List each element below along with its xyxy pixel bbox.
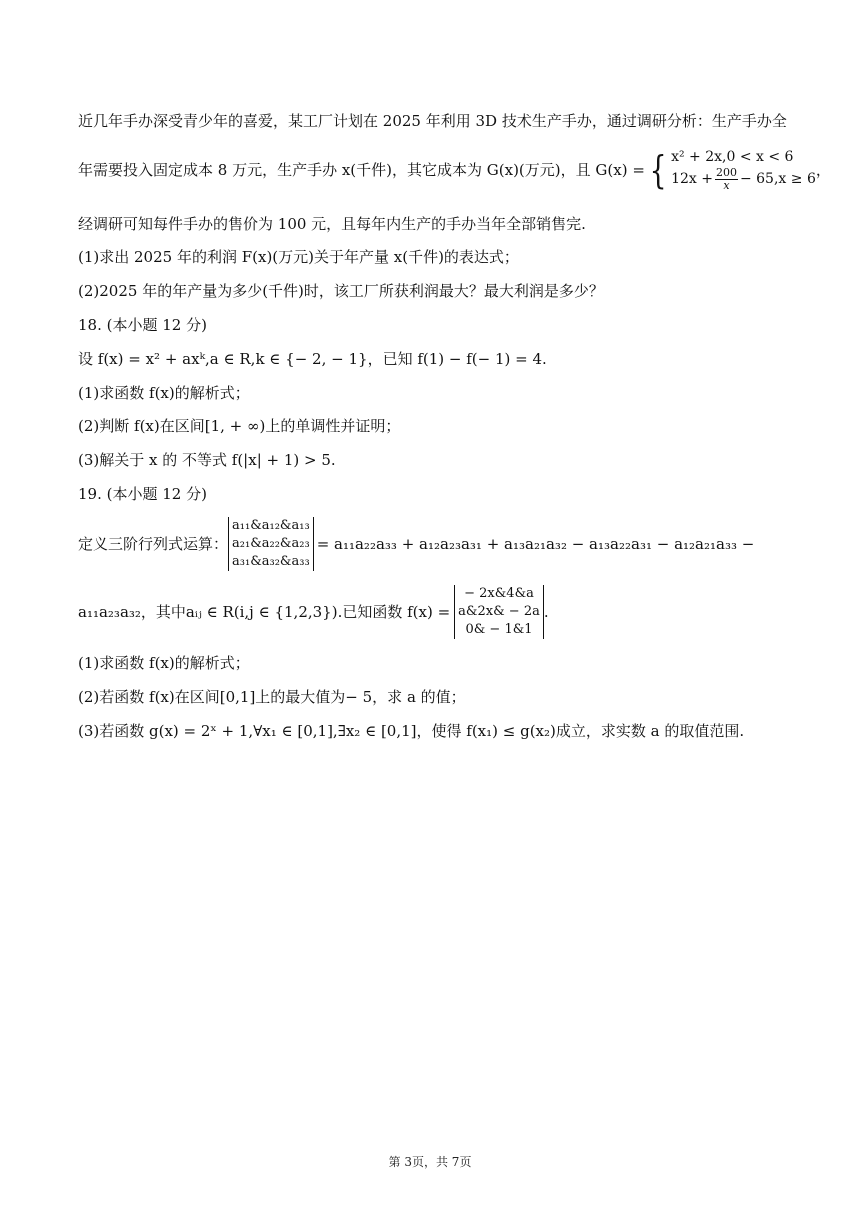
fdet-row-3: 0& − 1&1 — [465, 622, 533, 637]
p18-question-1: (1)求函数 f(x)的解析式； — [78, 384, 250, 402]
piece-case-2-part-b: − 65,x ≥ 6 — [739, 171, 816, 187]
page-footer: 第 3页，共 7页 — [388, 1155, 472, 1169]
p19-function-line — [78, 584, 549, 640]
det-row-1: a₁₁&a₁₂&a₁₃ — [232, 518, 310, 533]
determinant-general — [228, 517, 314, 571]
p19-def-prefix: 定义三阶行列式运算： — [78, 535, 229, 553]
p19-question-3: (3)若函数 g(x) = 2ˣ + 1,∀x₁ ∈ [0,1],∃x₂ ∈ [0,1]，使得 f(x₁) ≤ g(x₂)成立，求实数 a 的取值范围. — [78, 722, 745, 740]
piece-case-1: x² + 2x,0 < x < 6 — [671, 149, 794, 165]
fraction-denominator: x — [723, 179, 730, 192]
determinant-f — [454, 585, 544, 639]
det-row-2: a₂₁&a₂₂&a₂₃ — [232, 536, 310, 551]
fdet-row-2: a&2x& − 2a — [458, 604, 540, 619]
p18-header: 18. (本小题 12 分) — [78, 316, 207, 334]
p19-function-prefix: a₁₁a₂₃a₃₂，其中aᵢⱼ ∈ R(i,j ∈ {1,2,3}).已知函数 f(x) = — [78, 603, 451, 621]
p17-intro-line: 近几年手办深受青少年的喜爱，某工厂计划在 2025 年利用 3D 技术生产手办，通过调研分析：生产手办全 — [78, 112, 787, 130]
p17-sales-line: 经调研可知每件手办的售价为 100 元，且每年内生产的手办当年全部销售完. — [78, 215, 586, 233]
piecewise-end-punct: ， — [815, 161, 831, 179]
piece-case-2 — [671, 167, 816, 192]
fraction-200-over-x — [715, 167, 738, 192]
p19-definition-line — [78, 516, 754, 572]
piecewise-brace: { — [649, 148, 667, 192]
p17-question-1: (1)求出 2025 年的利润 F(x)(万元)关于年产量 x(千件)的表达式； — [78, 248, 519, 266]
p17-cost-text: 年需要投入固定成本 8 万元，生产手办 x(千件)，其它成本为 G(x)(万元)，且 G(x) = — [78, 161, 645, 179]
fdet-row-1: − 2x&4&a — [464, 586, 534, 601]
piece-case-2-part-a: 12x + — [671, 171, 713, 187]
p18-stem: 设 f(x) = x² + axᵏ,a ∈ R,k ∈ {− 2, − 1}，已知 f(1) − f(− 1) = 4. — [78, 350, 547, 368]
p19-function-suffix: . — [543, 603, 549, 621]
det-row-3: a₃₁&a₃₂&a₃₃ — [232, 554, 310, 569]
piecewise-cases — [671, 148, 816, 192]
p17-cost-line — [78, 148, 831, 192]
p18-question-2: (2)判断 f(x)在区间[1, + ∞)上的单调性并证明； — [78, 417, 401, 435]
p18-question-3: (3)解关于 x 的 不等式 f(|x| + 1) > 5. — [78, 451, 336, 469]
p19-question-1: (1)求函数 f(x)的解析式； — [78, 654, 250, 672]
p17-question-2: (2)2025 年的年产量为多少(千件)时，该工厂所获利润最大？最大利润是多少？ — [78, 282, 604, 300]
p19-question-2: (2)若函数 f(x)在区间[0,1]上的最大值为− 5，求 a 的值； — [78, 688, 466, 706]
fraction-numerator: 200 — [715, 166, 737, 179]
p19-header: 19. (本小题 12 分) — [78, 485, 207, 503]
p19-def-expansion: = a₁₁a₂₂a₃₃ + a₁₂a₂₃a₃₁ + a₁₃a₂₁a₃₂ − a₁₃a₂₂a₃₁ − a₁₂a₂₁a₃₃ − — [316, 535, 755, 553]
